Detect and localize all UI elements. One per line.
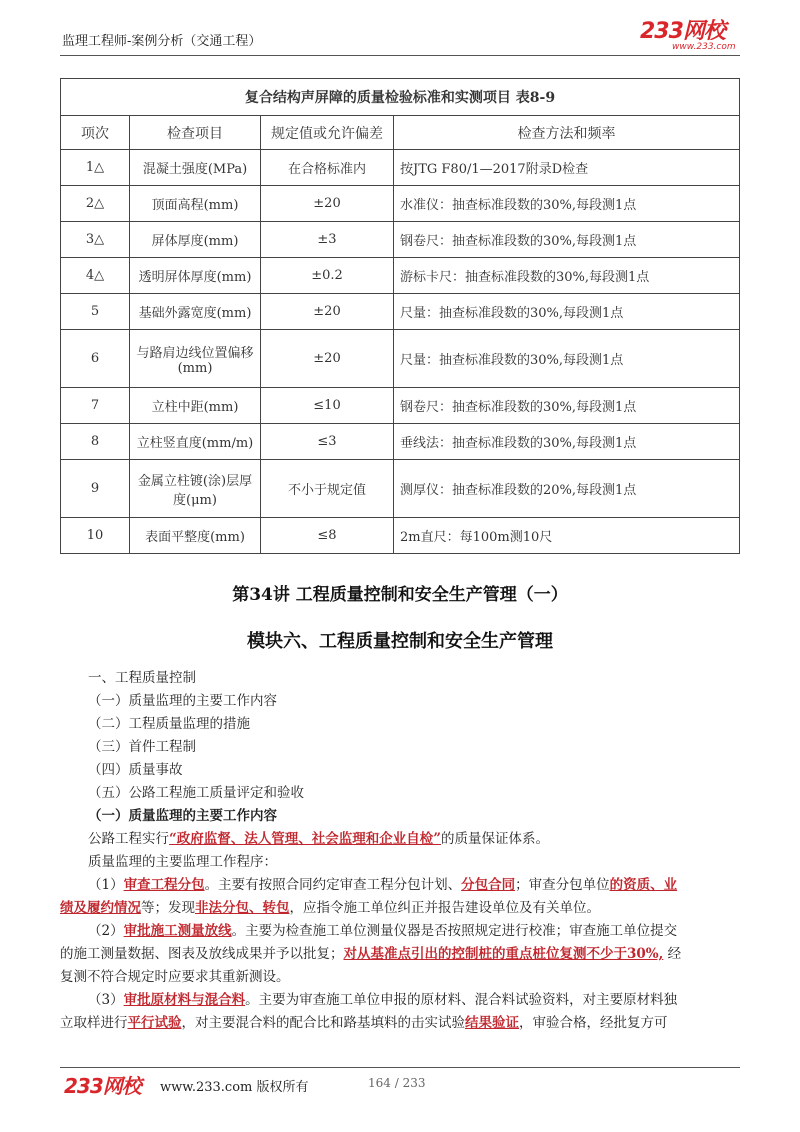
table-row: [61, 186, 740, 222]
cell-item: 基础外露宽度(mm): [130, 294, 261, 330]
module-title: 模块六、工程质量控制和安全生产管理: [247, 631, 553, 652]
cell-no: 8: [61, 424, 130, 460]
cell-value: ≤8: [261, 518, 394, 554]
footer-divider: [60, 1067, 740, 1068]
cell-value: 在合格标准内: [261, 150, 394, 186]
brand-logo-url: www.233.com: [672, 42, 736, 52]
cell-item: 立柱竖直度(mm/m): [130, 424, 261, 460]
text-run: （2）: [88, 923, 124, 939]
cell-method: 尺量：抽查标准段数的30%,每段测1点: [394, 294, 740, 330]
cell-no: 1△: [61, 150, 130, 186]
cell-no: 6: [61, 330, 130, 388]
table-row: [61, 388, 740, 424]
outline-section: 一、工程质量控制: [88, 670, 196, 686]
cell-item: 顶面高程(mm): [130, 186, 261, 222]
highlight-text: “政府监督、法人管理、社会监理和企业自检”: [169, 831, 442, 847]
text-run: ，对主要混合料的配合比和路基填料的击实试验: [181, 1015, 465, 1031]
cell-no: 2△: [61, 186, 130, 222]
page-number: 164 / 233: [368, 1076, 426, 1090]
text-run: 。主要为审查施工单位申报的原材料、混合料试验资料，对主要原材料独: [245, 992, 678, 1008]
highlight-text: 的资质、业: [609, 877, 678, 893]
cell-item: 立柱中距(mm): [130, 388, 261, 424]
cell-method: 水准仪：抽查标准段数的30%,每段测1点: [394, 186, 740, 222]
highlight-text: 审批施工测量放线: [123, 923, 232, 939]
column-header-value: 规定值或允许偏差: [261, 116, 394, 150]
table-caption-row: [61, 79, 740, 116]
table-caption: 复合结构声屏障的质量检验标准和实测项目 表8-9: [61, 79, 740, 116]
paragraph-materials-line1: [88, 988, 677, 1008]
outline-item: （三）首件工程制: [88, 739, 196, 755]
document-header-title: 监理工程师-案例分析（交通工程）: [62, 34, 262, 49]
brand-logo-text: 233网校: [640, 19, 725, 44]
outline-item: （五）公路工程施工质量评定和验收: [88, 785, 304, 801]
text-run: 立取样进行: [60, 1015, 128, 1031]
cell-method: 钢卷尺：抽查标准段数的30%,每段测1点: [394, 388, 740, 424]
cell-method: 垂线法：抽查标准段数的30%,每段测1点: [394, 424, 740, 460]
table-row: [61, 222, 740, 258]
text-run: 。主要有按照合同约定审查工程分包计划、: [204, 877, 462, 893]
cell-value: ±20: [261, 294, 394, 330]
cell-item: 与路肩边线位置偏移(mm): [130, 330, 261, 388]
cell-method: 尺量：抽查标准段数的30%,每段测1点: [394, 330, 740, 388]
paragraph-survey-line2: [60, 942, 681, 962]
highlight-text: 分包合同: [461, 877, 516, 893]
table-row: [61, 294, 740, 330]
footer-copyright: www.233.com 版权所有: [160, 1080, 309, 1095]
paragraph-subcontract-line2: [60, 896, 600, 916]
cell-method: 钢卷尺：抽查标准段数的30%,每段测1点: [394, 222, 740, 258]
paragraph-survey-line3: 复测不符合规定时应要求其重新测设。: [60, 969, 290, 985]
paragraph-quality-system: [88, 827, 549, 847]
cell-no: 5: [61, 294, 130, 330]
cell-item: 混凝土强度(MPa): [130, 150, 261, 186]
cell-value: ±20: [261, 186, 394, 222]
footer-logo: 233网校: [64, 1074, 141, 1098]
outline-item: （二）工程质量监理的措施: [88, 716, 250, 732]
cell-value: 不小于规定值: [261, 460, 394, 518]
text-run: 经: [663, 946, 682, 962]
cell-no: 10: [61, 518, 130, 554]
paragraph-materials-line2: [60, 1011, 668, 1031]
table-row: [61, 150, 740, 186]
cell-value: ≤10: [261, 388, 394, 424]
brand-logo: [640, 14, 750, 58]
column-header-method: 检查方法和频率: [394, 116, 740, 150]
table-row: [61, 424, 740, 460]
cell-no: 4△: [61, 258, 130, 294]
text-run: 的质量保证体系。: [441, 831, 550, 847]
text-run: （3）: [88, 992, 124, 1008]
text-run: 。主要为检查施工单位测量仪器是否按照规定进行校准；审查施工单位提交: [231, 923, 678, 939]
section-heading: （一）质量监理的主要工作内容: [88, 808, 277, 824]
table-row: [61, 258, 740, 294]
text-run: ，审验合格，经批复方可: [519, 1015, 668, 1031]
cell-value: ±0.2: [261, 258, 394, 294]
paragraph-survey-line1: [88, 919, 677, 939]
highlight-text: 审查工程分包: [123, 877, 205, 893]
cell-method: 游标卡尺：抽查标准段数的30%,每段测1点: [394, 258, 740, 294]
cell-value: ≤3: [261, 424, 394, 460]
highlight-text: 绩及履约情况: [60, 900, 141, 916]
text-run: 公路工程实行: [88, 831, 169, 847]
text-run: 的施工测量数据、图表及放线成果并予以批复；: [60, 946, 344, 962]
text-run: 等；发现: [141, 900, 195, 916]
table-row: [61, 330, 740, 388]
column-header-item: 检查项目: [130, 116, 261, 150]
outline-item: （一）质量监理的主要工作内容: [88, 693, 277, 709]
table-row: [61, 518, 740, 554]
cell-item: 表面平整度(mm): [130, 518, 261, 554]
paragraph-procedure-intro: 质量监理的主要监理工作程序：: [88, 854, 277, 870]
cell-no: 9: [61, 460, 130, 518]
cell-value: ±20: [261, 330, 394, 388]
cell-value: ±3: [261, 222, 394, 258]
cell-no: 7: [61, 388, 130, 424]
cell-no: 3△: [61, 222, 130, 258]
text-run: ，应指令施工单位纠正并报告建设单位及有关单位。: [289, 900, 600, 916]
cell-item: 金属立柱镀(涂)层厚度(μm): [130, 460, 261, 518]
cell-item: 透明屏体厚度(mm): [130, 258, 261, 294]
highlight-text: 对从基准点引出的控制桩的重点桩位复测不少于30%,: [343, 946, 664, 962]
quality-inspection-table: [60, 78, 740, 554]
highlight-text: 审批原材料与混合料: [123, 992, 246, 1008]
column-header-no: 项次: [61, 116, 130, 150]
cell-method: 2m直尺：每100m测10尺: [394, 518, 740, 554]
highlight-text: 结果验证: [465, 1015, 519, 1031]
cell-method: 按JTG F80/1—2017附录D检查: [394, 150, 740, 186]
paragraph-subcontract-line1: [88, 873, 677, 893]
table-row: [61, 460, 740, 518]
text-run: ；审查分包单位: [515, 877, 610, 893]
lecture-title: 第34讲 工程质量控制和安全生产管理（一）: [232, 585, 568, 605]
highlight-text: 平行试验: [127, 1015, 182, 1031]
highlight-text: 非法分包、转包: [195, 900, 290, 916]
outline-item: （四）质量事故: [88, 762, 183, 778]
header-divider: [60, 55, 740, 56]
cell-method: 测厚仪：抽查标准段数的20%,每段测1点: [394, 460, 740, 518]
table-header-row: [61, 116, 740, 150]
cell-item: 屏体厚度(mm): [130, 222, 261, 258]
text-run: （1）: [88, 877, 124, 893]
